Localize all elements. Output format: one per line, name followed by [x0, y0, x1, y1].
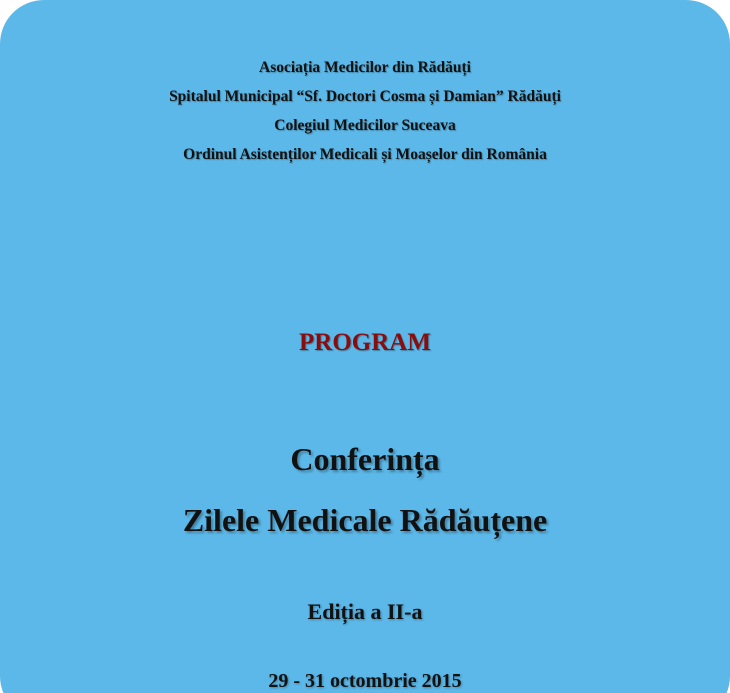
conference-title-line-1: Conferința — [290, 441, 440, 477]
organizer-line-4: Ordinul Asistenților Medicali și Moașelor din România — [183, 146, 547, 163]
conference-title-line-2: Zilele Medicale Rădăuțene — [182, 502, 548, 538]
edition-label: Ediția a II-a — [307, 599, 423, 624]
program-heading: PROGRAM — [299, 329, 431, 356]
organizer-line-2: Spitalul Municipal “Sf. Doctori Cosma și Damian” Rădăuți — [169, 88, 561, 105]
conference-dates: 29 - 31 octombrie 2015 — [268, 670, 462, 692]
organizer-line-1: Asociația Medicilor din Rădăuți — [259, 59, 471, 76]
organizer-line-3: Colegiul Medicilor Suceava — [274, 117, 456, 134]
